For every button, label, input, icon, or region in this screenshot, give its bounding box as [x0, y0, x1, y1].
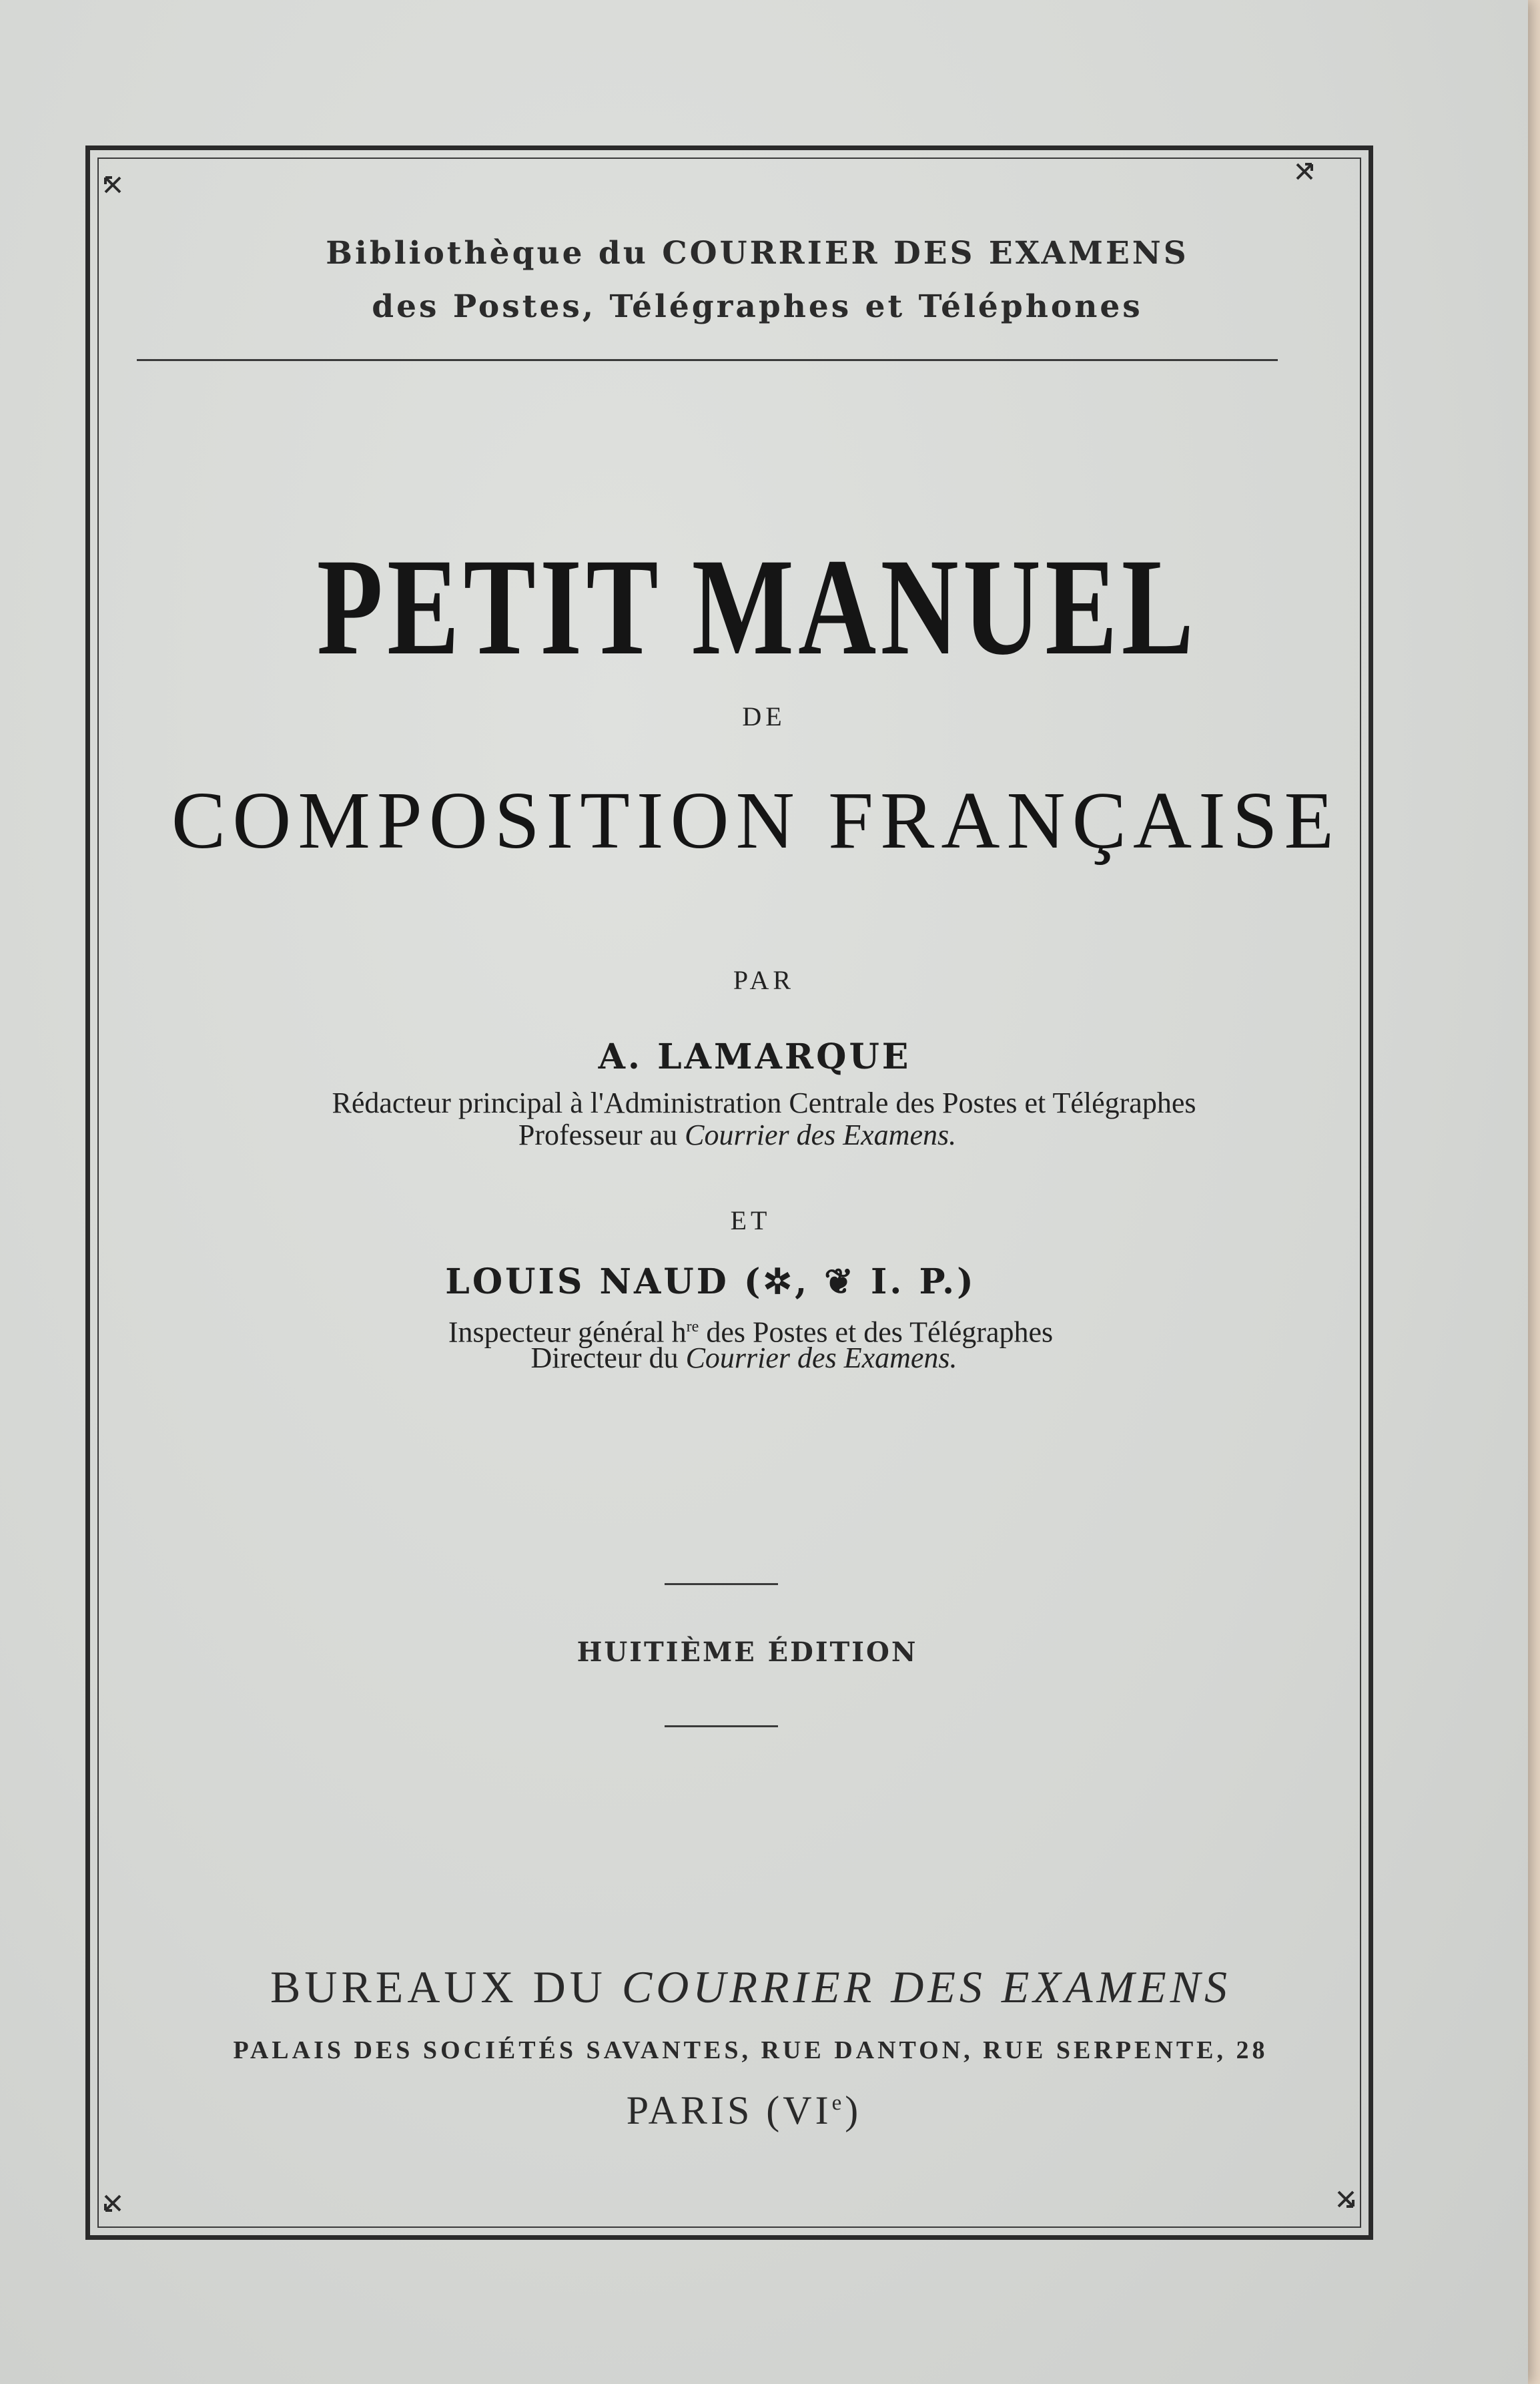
author-1-name: A. LAMARQUE	[598, 1036, 911, 1077]
title-connector: DE	[742, 701, 786, 731]
and-label: ET	[730, 1205, 771, 1235]
book-title: PETIT MANUEL	[316, 530, 1198, 683]
series-line-2: des Postes, Télégraphes et Téléphones	[372, 288, 1143, 325]
corner-ornament-icon	[100, 2190, 127, 2217]
corner-ornament-icon	[100, 172, 127, 199]
series-line-1: Bibliothèque du COURRIER DES EXAMENS	[326, 235, 1189, 272]
author-2-role: Inspecteur général $h^{re}$ des Postes et des Télégraphes	[448, 1315, 1054, 1349]
author-2-affiliation: Directeur du Courrier des Examens.	[530, 1342, 957, 1374]
edition-label: HUITIÈME ÉDITION	[576, 1636, 918, 1668]
by-label: PAR	[733, 965, 795, 995]
author-1-affiliation: Professeur au Courrier des Examens.	[518, 1119, 957, 1151]
publisher-address: PALAIS DES SOCIÉTÉS SAVANTES, RUE DANTON, RUE SERPENTE, 28	[233, 2036, 1268, 2064]
corner-ornament-icon	[1292, 159, 1318, 186]
publisher-city: PARIS (VIe)	[626, 2088, 862, 2132]
author-1-role: Rédacteur principal à l'Administration Centrale des Postes et Télégraphes	[332, 1087, 1196, 1119]
header-rule	[137, 359, 1278, 361]
author-2-name: LOUIS NAUD (✲, ❦ I. P.)	[445, 1261, 976, 1302]
book-subtitle: COMPOSITION FRANÇAISE	[171, 776, 1341, 866]
inner-frame	[97, 158, 1361, 2228]
edition-rule-top	[665, 1583, 778, 1585]
publisher-name: BUREAUX DU COURRIER DES EXAMENS	[270, 1962, 1232, 2012]
edition-rule-bottom	[665, 1725, 778, 1727]
corner-ornament-icon	[1333, 2186, 1360, 2213]
